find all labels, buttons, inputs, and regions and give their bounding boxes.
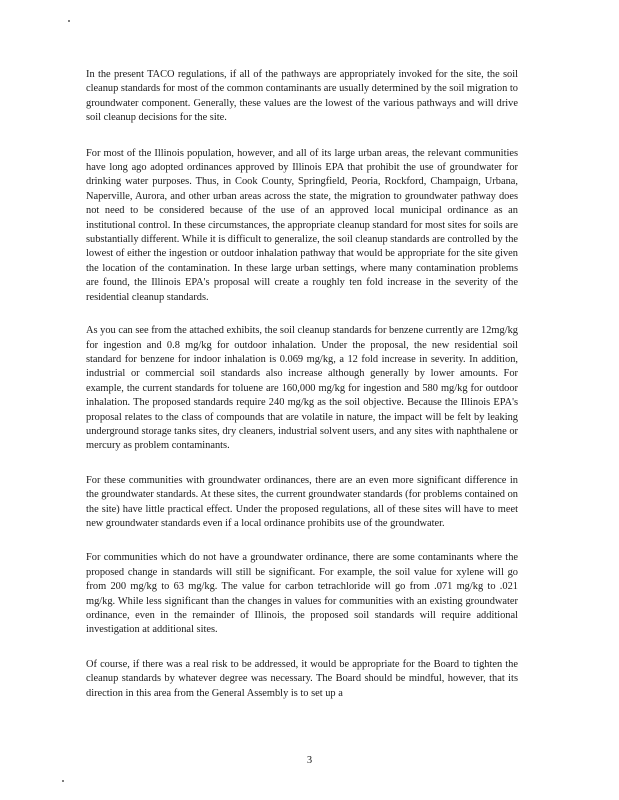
- body-text: [86, 68, 518, 721]
- scan-speck: [68, 20, 70, 22]
- paragraph-benzene-exhibits: As you can see from the attached exhibits, the soil cleanup standards for benzene currently are 12mg/kg for ingestion and 0.8 mg/kg for outdoor inhalation. Under the proposal, the new residential soil standard for benzene for indoor inhalation is 0.069 mg/kg, a 12 fold increase in severity. In addition, industrial or commercial soil standards also increase although generally by lower amounts. For example, the current standards for toluene are 160,000 mg/kg for ingestion and 580 mg/kg for outdoor inhalation. The proposed standards require 240 mg/kg as the soil objective. Because the Illinois EPA's proposal relates to the class of compounds that are volatile in nature, the impact will be felt by leaking underground storage tanks sites, dry cleaners, industrial solvent users, and any sites with naphthalene or mercury as problem contaminants.: [86, 325, 518, 452]
- paragraph-board-direction: Of course, if there was a real risk to be addressed, it would be appropriate for the Board to tighten the cleanup standards by whatever degree was necessary. The Board should be mindful, however, that its direction in this area from the General Assembly is to set up a: [86, 658, 518, 699]
- page-number: 3: [306, 755, 313, 766]
- scan-speck: [62, 780, 64, 782]
- paragraph-groundwater-standards: For these communities with groundwater ordinances, there are an even more significant difference in the groundwater standards. At these sites, the current groundwater standards (for problems contained on the site) have little practical effect. Under the proposed regulations, all of these sites will have to meet new groundwater standards even if a local ordinance prohibits use of the groundwater.: [86, 474, 518, 529]
- paragraph-non-ordinance-communities: For communities which do not have a groundwater ordinance, there are some contaminants where the proposed change in standards will still be significant. For example, the soil value for xylene will go from 200 mg/kg to 63 mg/kg. The value for carbon tetrachloride will go from .071 mg/kg to .021 mg/kg. While less significant than the changes in values for communities with an existing groundwater ordinance, even in the remainder of Illinois, the proposed soil standards will require additional investigation at additional sites.: [86, 552, 518, 636]
- paragraph-urban-ordinances: For most of the Illinois population, however, and all of its large urban areas, the relevant communities have long ago adopted ordinances approved by Illinois EPA that prohibit the use of groundwater for drinking water purposes. Thus, in Cook County, Springfield, Peoria, Rockford, Champaign, Urbana, Naperville, Aurora, and other urban areas across the state, the migration to groundwater pathway does not need to be considered because of the use of an approved local municipal ordinance as an institutional control. In these circumstances, the appropriate cleanup standard for most sites for soils are substantially different. While it is difficult to generalize, the soil cleanup standards are controlled by the lowest of either the ingestion or outdoor inhalation pathway that would be appropriate for the site given the location of the contamination. In these large urban settings, where many contamination problems are found, the Illinois EPA's proposal will create a roughly ten fold increase in the severity of the residential cleanup standards.: [86, 147, 518, 303]
- paragraph-taco-regulations: In the present TACO regulations, if all of the pathways are appropriately invoked for the site, the soil cleanup standards for most of the common contaminants are usually determined by the soil migration to groundwater component. Generally, these values are the lowest of the various pathways and will drive soil cleanup decisions for the site.: [86, 69, 518, 124]
